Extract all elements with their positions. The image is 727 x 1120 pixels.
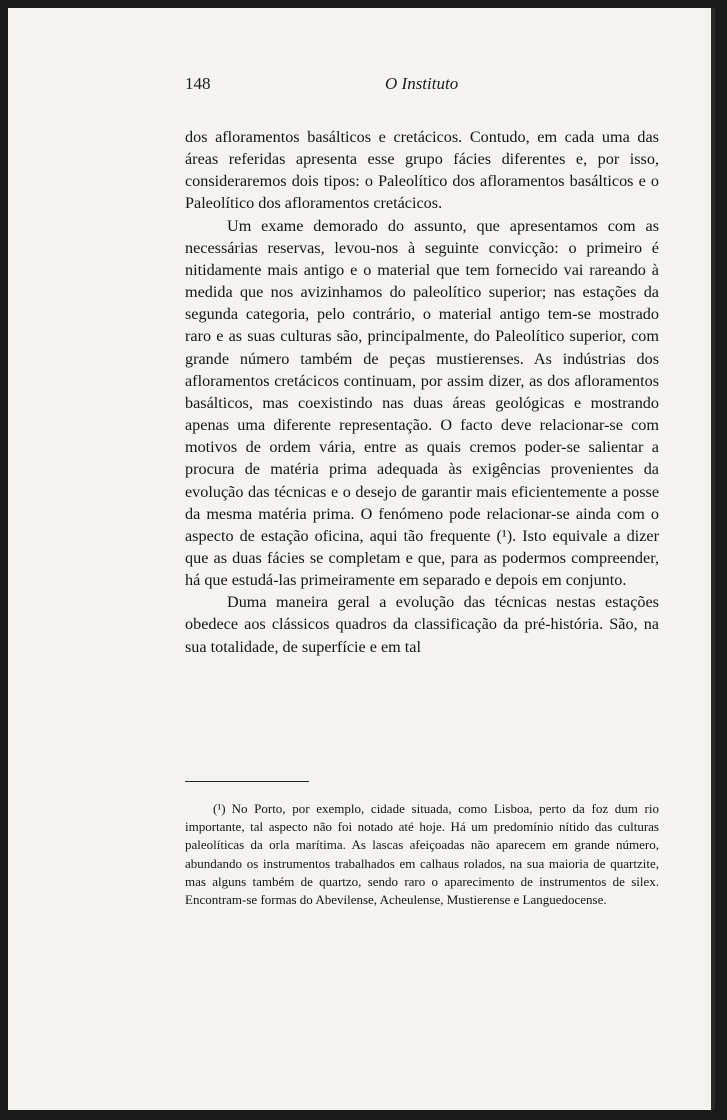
page-number: 148: [185, 74, 211, 93]
paragraph: Duma maneira geral a evolução das técnicas nestas estações obedece aos clássicos quadros da classificação da pré-história. São, na sua totalidade, de superfície e em tal: [185, 593, 659, 656]
footnote-rule: [185, 781, 309, 782]
paragraph: Um exame demorado do assunto, que apresentamos com as necessárias reservas, levou-nos à seguinte convicção: o primeiro é nitidamente mais antigo e o material que tem fornecido vai rareando à medida que nos avizinhamos do paleolítico superior; nas estações da segunda categoria, pelo contrário, o material antigo tem-se mostrado raro e as suas culturas são, principalmente, do Paleolítico superior, com grande número também de peças mustierenses. As indústrias dos afloramentos cretácicos continuam, por assim dizer, as dos afloramentos basálticos, mas coexistindo nas duas áreas geológicas e mostrando apenas uma diferente representação. O facto deve relacionar-se com motivos de ordem vária, entre as quais cremos poder-se salientar a procura de matéria prima adequada às exigências provenientes da evolução das técnicas e o desejo de garantir mais eficientemente a posse da mesma matéria prima. O fenómeno pode relacionar-se ainda com o aspecto de estação oficina, aqui tão frequente (¹). Isto equivale a dizer que as duas fácies se completam e que, para as podermos compreender, há que estudá-las primeiramente em separado e depois em conjunto.: [185, 216, 659, 590]
book-page: [8, 8, 715, 1110]
footnote: [185, 800, 659, 909]
paragraph: dos afloramentos basálticos e cretácicos. Contudo, em cada uma das áreas referidas apresenta esse grupo fácies diferentes e, por isso, consideraremos dois tipos: o Paleolítico dos afloramentos basálticos e o Paleolítico dos afloramentos cretácicos.: [185, 128, 659, 213]
page-header: [185, 74, 659, 100]
footnote-text: No Porto, por exemplo, cidade situada, como Lisboa, perto da foz dum rio importante, tal aspecto não foi notado até hoje. Há um predomínio nítido das culturas paleolíticas da orla marítima. As lascas afeiçoadas não aparecem em grande número, abundando os instrumentos trabalhados em calhaus rolados, na sua maioria de quartzite, mas alguns também de quartzo, sendo raro o aparecimento de instrumentos de silex. Encontram-se formas do Abevilense, Acheulense, Mustierense e Languedocense.: [185, 801, 659, 908]
body-text: [185, 126, 659, 658]
footnote-marker: (¹): [213, 801, 226, 816]
running-title: O Instituto: [385, 74, 459, 93]
